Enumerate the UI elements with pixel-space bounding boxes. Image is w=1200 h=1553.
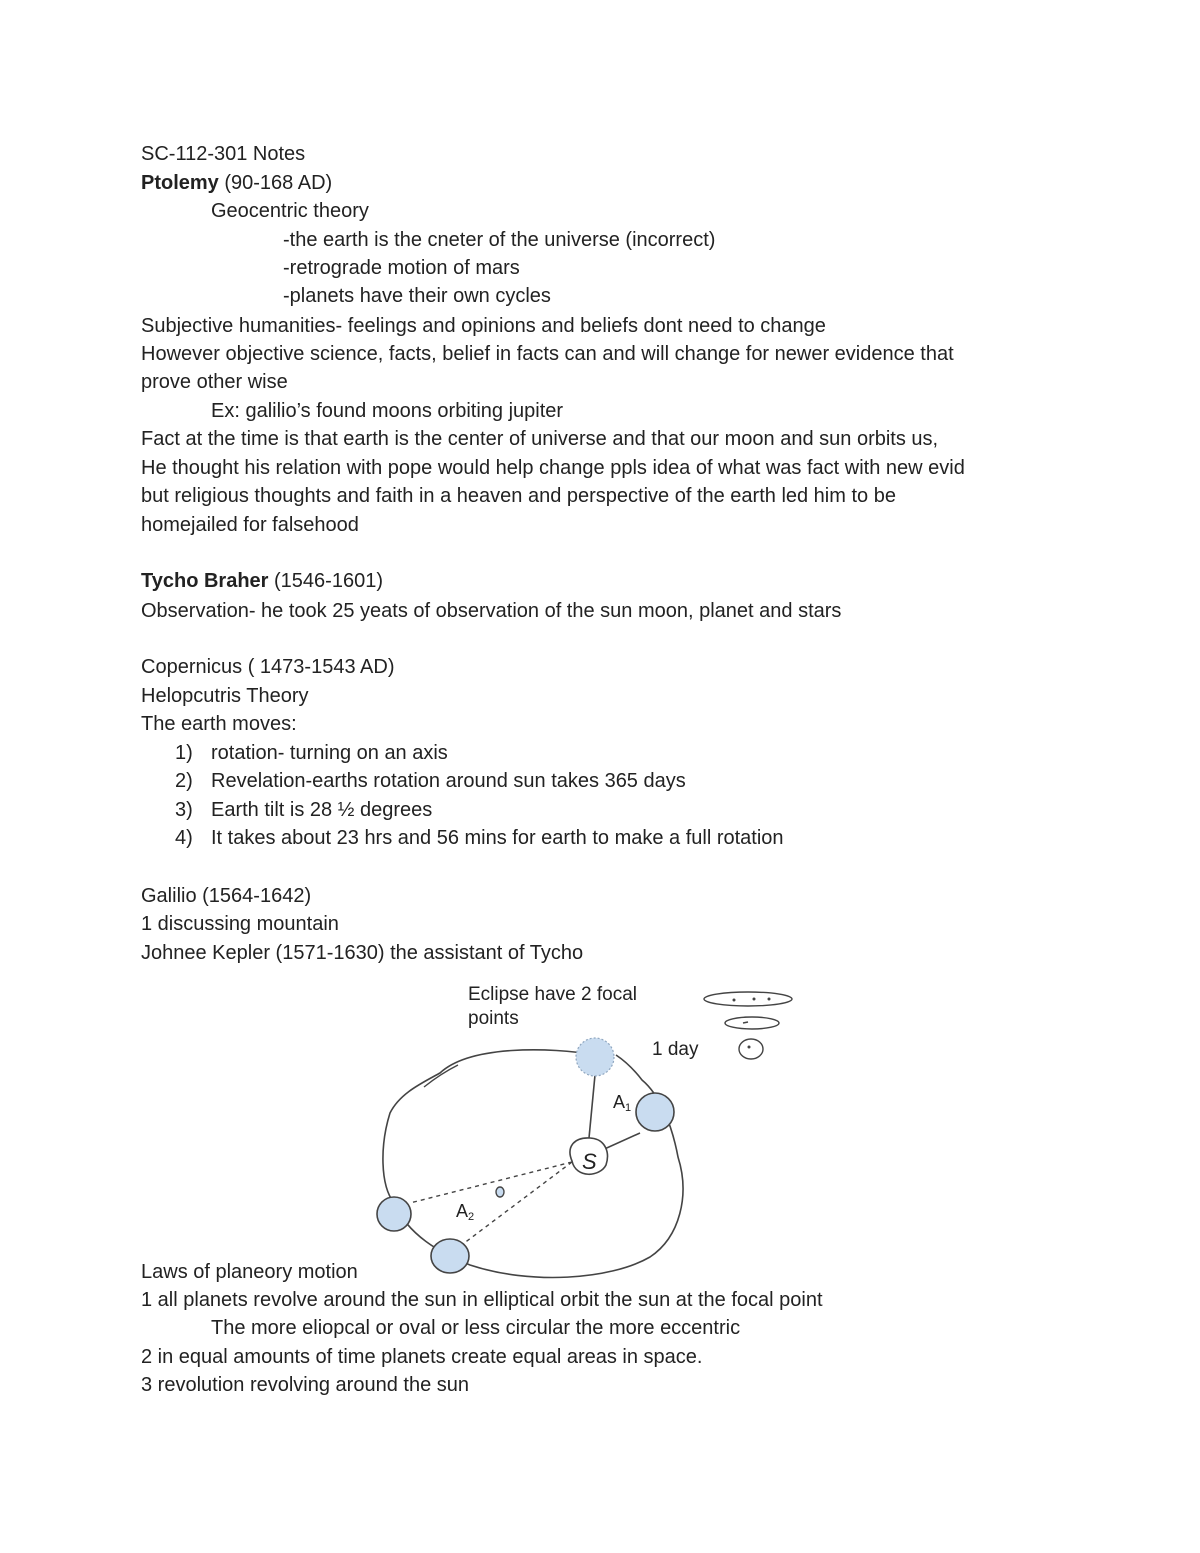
focal-points-note-cont: points [468,1008,519,1029]
tycho-observation: Observation- he took 25 yeats of observation of the sun moon, planet and stars [141,600,842,622]
list-number: 2) [175,770,193,792]
focal-point-circle [496,1187,504,1197]
area-a2-label: A2 [456,1201,475,1223]
kepler-orbit-diagram [360,975,810,1285]
ptolemy-name: Ptolemy [141,172,219,194]
radius-line [589,1075,595,1138]
copernicus-theory: Helopcutris Theory [141,685,309,707]
one-day-label: 1 day [652,1039,699,1060]
fact-line: homejailed for falsehood [141,514,359,536]
course-title: SC-112-301 Notes [141,143,306,165]
fact-line: but religious thoughts and faith in a heaven and perspective of the earth led him to be [141,485,896,507]
planet-circle [576,1038,614,1076]
law-2: 2 in equal amounts of time planets create equal areas in space. [141,1346,703,1368]
dashed-radius-line [410,1162,572,1203]
ptolemy-theory: Geocentric theory [211,200,369,222]
sketch-dot [733,999,736,1002]
galilio-heading: Galilio (1564-1642) [141,885,312,907]
list-text: It takes about 23 hrs and 56 mins for earth to make a full rotation [211,827,784,849]
sketch-dot [748,1046,751,1049]
list-number: 4) [175,827,193,849]
sketch-ellipse-wide [704,992,792,1006]
list-text: Revelation-earths rotation around sun takes 365 days [211,770,686,792]
fact-line: He thought his relation with pope would help change ppls idea of what was fact with new evid [141,457,965,479]
copernicus-heading: Copernicus ( 1473-1543 AD) [141,656,395,678]
objective-line-cont: prove other wise [141,371,288,393]
list-item [175,767,686,795]
list-item [175,824,784,852]
focal-points-note: Eclipse have 2 focal [468,984,637,1005]
law-1: 1 all planets revolve around the sun in elliptical orbit the sun at the focal point [141,1289,823,1311]
law-1-note: The more eliopcal or oval or less circular the more eccentric [211,1317,741,1339]
planet-circle [377,1197,411,1231]
sketch-ellipse-medium [725,1017,779,1029]
sketch-circle [739,1039,763,1059]
planet-circle [636,1093,674,1131]
galilio-line: 1 discussing mountain [141,913,339,935]
objective-line: However objective science, facts, belief in facts can and will change for newer evidence that [141,343,954,365]
planet-circle [431,1239,469,1273]
dashed-radius-line [455,1162,572,1250]
list-text: rotation- turning on an axis [211,742,448,764]
sketch-dot [768,998,771,1001]
subjective-line: Subjective humanities- feelings and opinions and beliefs dont need to change [141,315,826,337]
example-line: Ex: galilio’s found moons orbiting jupiter [211,400,564,422]
tycho-name: Tycho Braher [141,570,269,592]
list-number: 1) [175,742,193,764]
orbit-flourish [424,1065,458,1087]
area-a1-label: A1 [613,1092,632,1114]
ptolemy-heading [141,169,332,197]
tycho-dates: (1546-1601) [268,570,383,592]
ptolemy-point: -the earth is the cneter of the universe (incorrect) [283,229,716,251]
sketch-dot [743,1022,748,1023]
sketch-dot [753,998,756,1001]
kepler-line: Johnee Kepler (1571-1630) the assistant of Tycho [141,942,584,964]
list-item [175,739,448,767]
sun-label: S [582,1149,597,1174]
tycho-heading [141,567,383,595]
laws-heading: Laws of planeory motion [141,1261,358,1283]
law-3: 3 revolution revolving around the sun [141,1374,469,1396]
fact-line: Fact at the time is that earth is the center of universe and that our moon and sun orbits us, [141,428,939,450]
list-item [175,796,432,824]
list-text: Earth tilt is 28 ½ degrees [211,799,433,821]
ptolemy-point: -planets have their own cycles [283,285,551,307]
ptolemy-dates: (90-168 AD) [218,172,333,194]
list-number: 3) [175,799,193,821]
ptolemy-point: -retrograde motion of mars [283,257,520,279]
copernicus-intro: The earth moves: [141,713,297,735]
